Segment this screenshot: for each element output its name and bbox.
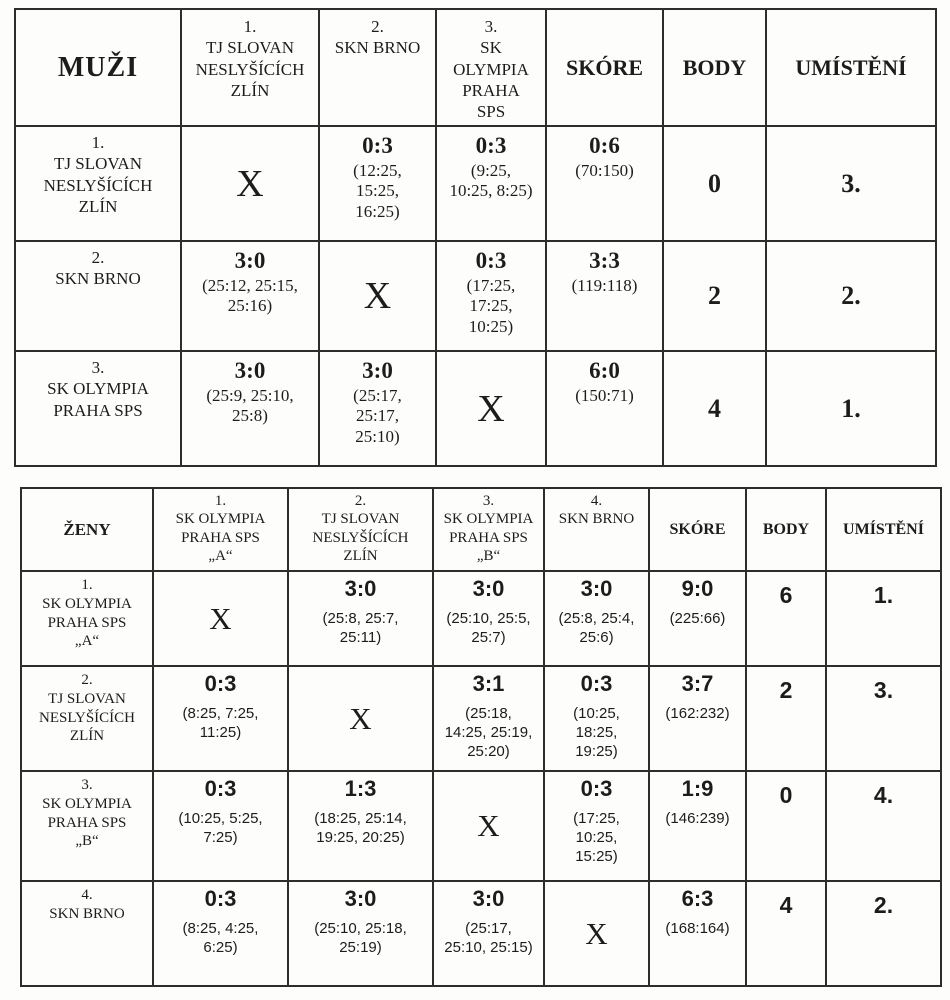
set-score-line: 25:8): [232, 406, 268, 426]
column-header-line: ZLÍN: [230, 80, 270, 100]
match-result-cell: [319, 351, 436, 466]
match-score: 3:0: [472, 886, 505, 911]
match-result-cell: [433, 881, 544, 986]
no-match-cell: [181, 126, 319, 241]
no-match-x-mark: X: [349, 700, 372, 736]
match-set-scores: [292, 809, 429, 847]
match-set-scores: [437, 609, 540, 647]
match-result-cell: [153, 771, 288, 881]
header-row: [21, 488, 941, 571]
points-cell: 0: [746, 771, 826, 881]
match-result-cell: [288, 571, 433, 666]
set-score-line: 25:10): [355, 426, 400, 446]
column-header-line: SPS: [476, 102, 506, 121]
match-result-cell: [319, 126, 436, 241]
team-cell: [21, 881, 153, 986]
team-cell: [15, 126, 181, 241]
set-score-line: (17:25,: [573, 810, 620, 827]
column-header-team: [181, 9, 319, 126]
column-header-line: 3.: [484, 17, 498, 36]
column-header-line: NESLYŠÍCÍCH: [195, 59, 305, 79]
total-score-detail: (146:239): [665, 810, 730, 827]
points-cell: 6: [746, 571, 826, 666]
total-score-detail: (119:118): [571, 276, 638, 295]
match-score: 0:3: [204, 776, 237, 801]
column-header-line: 4.: [590, 493, 603, 509]
set-score-line: (25:10, 25:18,: [314, 920, 407, 937]
team-name-line: SK OLYMPIA: [42, 595, 132, 612]
total-score: 9:0: [681, 576, 714, 601]
set-score-line: (8:25, 7:25,: [182, 705, 259, 722]
set-score-line: 16:25): [355, 201, 400, 221]
match-set-scores: [157, 809, 284, 847]
team-name-line: „B“: [75, 833, 99, 850]
match-score: 0:3: [475, 248, 507, 273]
column-header-placement: UMÍSTĚNÍ: [826, 488, 941, 571]
column-header-team: [153, 488, 288, 571]
column-header-points: BODY: [746, 488, 826, 571]
total-score-detail: (168:164): [665, 920, 730, 937]
team-cell: [15, 241, 181, 351]
column-header-line: ZLÍN: [343, 547, 378, 564]
team-cell: [21, 571, 153, 666]
column-header-line: SKN BRNO: [334, 38, 421, 58]
column-header-points: BODY: [663, 9, 766, 126]
no-match-cell: [436, 351, 546, 466]
team-name-line: NESLYŠÍCÍCH: [38, 709, 135, 726]
set-score-line: 10:25, 8:25): [449, 181, 533, 201]
no-match-cell: [544, 881, 649, 986]
header-row: [15, 9, 936, 126]
set-score-line: 25:19): [339, 939, 382, 957]
team-name-line: SKN BRNO: [49, 905, 125, 922]
table-row: [21, 771, 941, 881]
no-match-x-mark: X: [585, 915, 608, 951]
match-score: 3:1: [472, 671, 505, 696]
match-result-cell: [544, 666, 649, 771]
set-score-line: (9:25,: [470, 161, 512, 180]
match-set-scores: [548, 704, 645, 762]
column-header-line: „A“: [208, 547, 233, 564]
set-score-line: 25:20): [467, 743, 510, 761]
column-header-line: „B“: [476, 547, 501, 564]
team-name-line: NESLYŠÍCÍCH: [43, 175, 153, 195]
team-name-line: 1.: [81, 577, 93, 593]
set-score-line: (25:8, 25:4,: [558, 610, 635, 627]
placement-cell: 2.: [766, 241, 936, 351]
set-score-line: 25:6): [579, 629, 614, 647]
column-header-score: SKÓRE: [546, 9, 663, 126]
placement-cell: 1.: [826, 571, 941, 666]
team-name-line: 2.: [81, 672, 93, 688]
match-score: 0:3: [580, 776, 613, 801]
placement-cell: 4.: [826, 771, 941, 881]
table-row: [15, 241, 936, 351]
match-score: 3:0: [344, 886, 377, 911]
set-score-line: (25:17,: [353, 386, 402, 405]
set-score-line: (8:25, 4:25,: [182, 920, 259, 937]
set-score-line: (25:10, 25:5,: [446, 610, 531, 627]
table-title: MUŽI: [15, 9, 181, 126]
total-score: 6:0: [589, 358, 620, 383]
match-score: 3:0: [234, 248, 266, 273]
team-cell: [21, 666, 153, 771]
column-header-team: [319, 9, 436, 126]
team-name-line: PRAHA SPS: [47, 614, 127, 631]
set-score-line: 15:25,: [356, 181, 399, 201]
column-header-line: TJ SLOVAN: [205, 38, 294, 58]
column-header-line: SKN BRNO: [558, 511, 635, 528]
match-result-cell: [544, 571, 649, 666]
column-header-line: SK OLYMPIA: [175, 511, 266, 528]
team-name-line: 3.: [81, 777, 93, 793]
set-score-line: 10:25): [468, 316, 514, 336]
match-set-scores: [157, 919, 284, 957]
match-score: 3:0: [362, 358, 393, 383]
match-score: 0:3: [204, 671, 237, 696]
match-set-scores: [323, 386, 432, 447]
total-score: 3:3: [589, 248, 620, 273]
placement-cell: 3.: [826, 666, 941, 771]
total-score: 1:9: [681, 776, 714, 801]
match-score: 0:3: [475, 133, 507, 158]
match-result-cell: [436, 126, 546, 241]
column-header-line: 3.: [482, 493, 495, 509]
team-name-line: SK OLYMPIA: [42, 795, 132, 812]
match-result-cell: [436, 241, 546, 351]
column-header-line: TJ SLOVAN: [321, 511, 400, 528]
match-score: 3:0: [344, 576, 377, 601]
total-score: 6:3: [681, 886, 714, 911]
points-cell: 4: [746, 881, 826, 986]
team-name-line: 3.: [91, 358, 105, 377]
match-score: 3:0: [234, 358, 266, 383]
column-header-line: SK: [480, 38, 502, 58]
set-score-line: 25:10, 25:15): [444, 939, 533, 957]
match-result-cell: [288, 771, 433, 881]
column-header-team: [288, 488, 433, 571]
total-score: 0:6: [589, 133, 620, 158]
no-match-x-mark: X: [363, 275, 392, 317]
total-score-detail: (150:71): [575, 386, 634, 405]
team-name-line: 4.: [81, 887, 93, 903]
match-set-scores: [548, 809, 645, 867]
match-score: 3:0: [472, 576, 505, 601]
total-score-cell: [546, 126, 663, 241]
total-score-cell: [649, 771, 746, 881]
set-score-line: (17:25,: [466, 276, 516, 295]
match-result-cell: [433, 571, 544, 666]
table-row: [21, 571, 941, 666]
team-name-line: PRAHA SPS: [47, 814, 127, 831]
set-score-line: (25:17,: [465, 920, 512, 937]
total-score-cell: [649, 571, 746, 666]
total-score: 3:7: [681, 671, 714, 696]
match-set-scores: [292, 919, 429, 957]
no-match-x-mark: X: [477, 808, 500, 843]
match-result-cell: [181, 241, 319, 351]
match-set-scores: [292, 609, 429, 647]
match-set-scores: [185, 276, 315, 317]
match-result-cell: [288, 881, 433, 986]
column-header-line: PRAHA: [462, 80, 520, 100]
match-set-scores: [185, 386, 315, 427]
column-header-line: 2.: [371, 17, 384, 36]
set-score-line: (12:25,: [353, 161, 402, 180]
set-score-line: 17:25,: [469, 296, 513, 316]
team-cell: [21, 771, 153, 881]
column-header-line: 1.: [243, 17, 257, 36]
match-score: 0:3: [362, 133, 393, 158]
set-score-line: 25:7): [471, 629, 506, 647]
set-score-line: 6:25): [203, 939, 238, 957]
table-row: [15, 351, 936, 466]
column-header-score: SKÓRE: [649, 488, 746, 571]
team-name-line: SKN BRNO: [55, 269, 141, 289]
total-score-cell: [546, 351, 663, 466]
women-results-table: [20, 487, 942, 987]
match-score: 0:3: [204, 886, 237, 911]
match-score: 0:3: [580, 671, 613, 696]
column-header-team: [544, 488, 649, 571]
placement-cell: 2.: [826, 881, 941, 986]
total-score-cell: [649, 881, 746, 986]
no-match-cell: [288, 666, 433, 771]
points-cell: 0: [663, 126, 766, 241]
set-score-line: 7:25): [203, 829, 238, 847]
team-name-line: TJ SLOVAN: [53, 154, 142, 174]
team-name-line: ZLÍN: [69, 728, 105, 745]
column-header-line: PRAHA SPS: [181, 529, 260, 546]
no-match-x-mark: X: [236, 162, 264, 205]
set-score-line: 25:16): [227, 296, 273, 316]
column-header-team: [436, 9, 546, 126]
points-cell: 4: [663, 351, 766, 466]
no-match-x-mark: X: [209, 600, 232, 636]
match-set-scores: [437, 919, 540, 957]
team-name-line: 1.: [91, 133, 105, 152]
placement-cell: 3.: [766, 126, 936, 241]
column-header-team: [433, 488, 544, 571]
total-score-detail: (70:150): [575, 161, 634, 180]
match-set-scores: [437, 704, 540, 762]
placement-cell: 1.: [766, 351, 936, 466]
team-name-line: TJ SLOVAN: [48, 690, 126, 707]
match-set-scores: [440, 276, 542, 337]
team-name-line: PRAHA SPS: [53, 400, 143, 420]
match-result-cell: [544, 771, 649, 881]
set-score-line: 10:25,: [575, 829, 618, 847]
set-score-line: 19:25, 20:25): [316, 829, 405, 847]
set-score-line: 19:25): [575, 743, 618, 761]
no-match-x-mark: X: [477, 387, 505, 430]
set-score-line: 15:25): [575, 848, 618, 866]
set-score-line: 11:25): [199, 724, 242, 742]
column-header-line: PRAHA SPS: [449, 529, 528, 546]
column-header-line: NESLYŠÍCÍCH: [312, 529, 409, 546]
table-title: ŽENY: [21, 488, 153, 571]
table-row: [21, 881, 941, 986]
total-score-detail: (162:232): [665, 705, 730, 722]
team-name-line: „A“: [74, 633, 100, 650]
set-score-line: (25:9, 25:10,: [206, 386, 294, 405]
team-name-line: SK OLYMPIA: [47, 379, 149, 399]
match-set-scores: [548, 609, 645, 647]
no-match-cell: [433, 771, 544, 881]
points-cell: 2: [663, 241, 766, 351]
column-header-line: SK OLYMPIA: [443, 511, 534, 528]
set-score-line: 25:17,: [356, 406, 399, 426]
column-header-line: OLYMPIA: [453, 59, 529, 79]
no-match-cell: [319, 241, 436, 351]
set-score-line: (18:25, 25:14,: [314, 810, 407, 827]
points-cell: 2: [746, 666, 826, 771]
total-score-cell: [546, 241, 663, 351]
set-score-line: (25:18,: [465, 705, 512, 722]
match-score: 1:3: [344, 776, 377, 801]
set-score-line: (25:8, 25:7,: [322, 610, 399, 627]
match-result-cell: [153, 881, 288, 986]
match-set-scores: [157, 704, 284, 742]
match-set-scores: [440, 161, 542, 202]
team-name-line: ZLÍN: [78, 196, 118, 216]
set-score-line: 14:25, 25:19,: [444, 724, 533, 742]
set-score-line: (10:25,: [573, 705, 620, 722]
match-score: 3:0: [580, 576, 613, 601]
team-name-line: 2.: [91, 248, 105, 267]
table-row: [15, 126, 936, 241]
table-row: [21, 666, 941, 771]
column-header-placement: UMÍSTĚNÍ: [766, 9, 936, 126]
total-score-detail: (225:66): [669, 610, 726, 627]
match-result-cell: [153, 666, 288, 771]
column-header-line: 2.: [354, 493, 367, 509]
column-header-line: 1.: [214, 493, 227, 509]
match-result-cell: [181, 351, 319, 466]
set-score-line: (10:25, 5:25,: [178, 810, 263, 827]
team-cell: [15, 351, 181, 466]
match-set-scores: [323, 161, 432, 222]
set-score-line: 25:11): [339, 629, 382, 647]
set-score-line: 18:25,: [575, 724, 618, 742]
men-results-table: [14, 8, 937, 467]
no-match-cell: [153, 571, 288, 666]
total-score-cell: [649, 666, 746, 771]
match-result-cell: [433, 666, 544, 771]
set-score-line: (25:12, 25:15,: [202, 276, 298, 295]
